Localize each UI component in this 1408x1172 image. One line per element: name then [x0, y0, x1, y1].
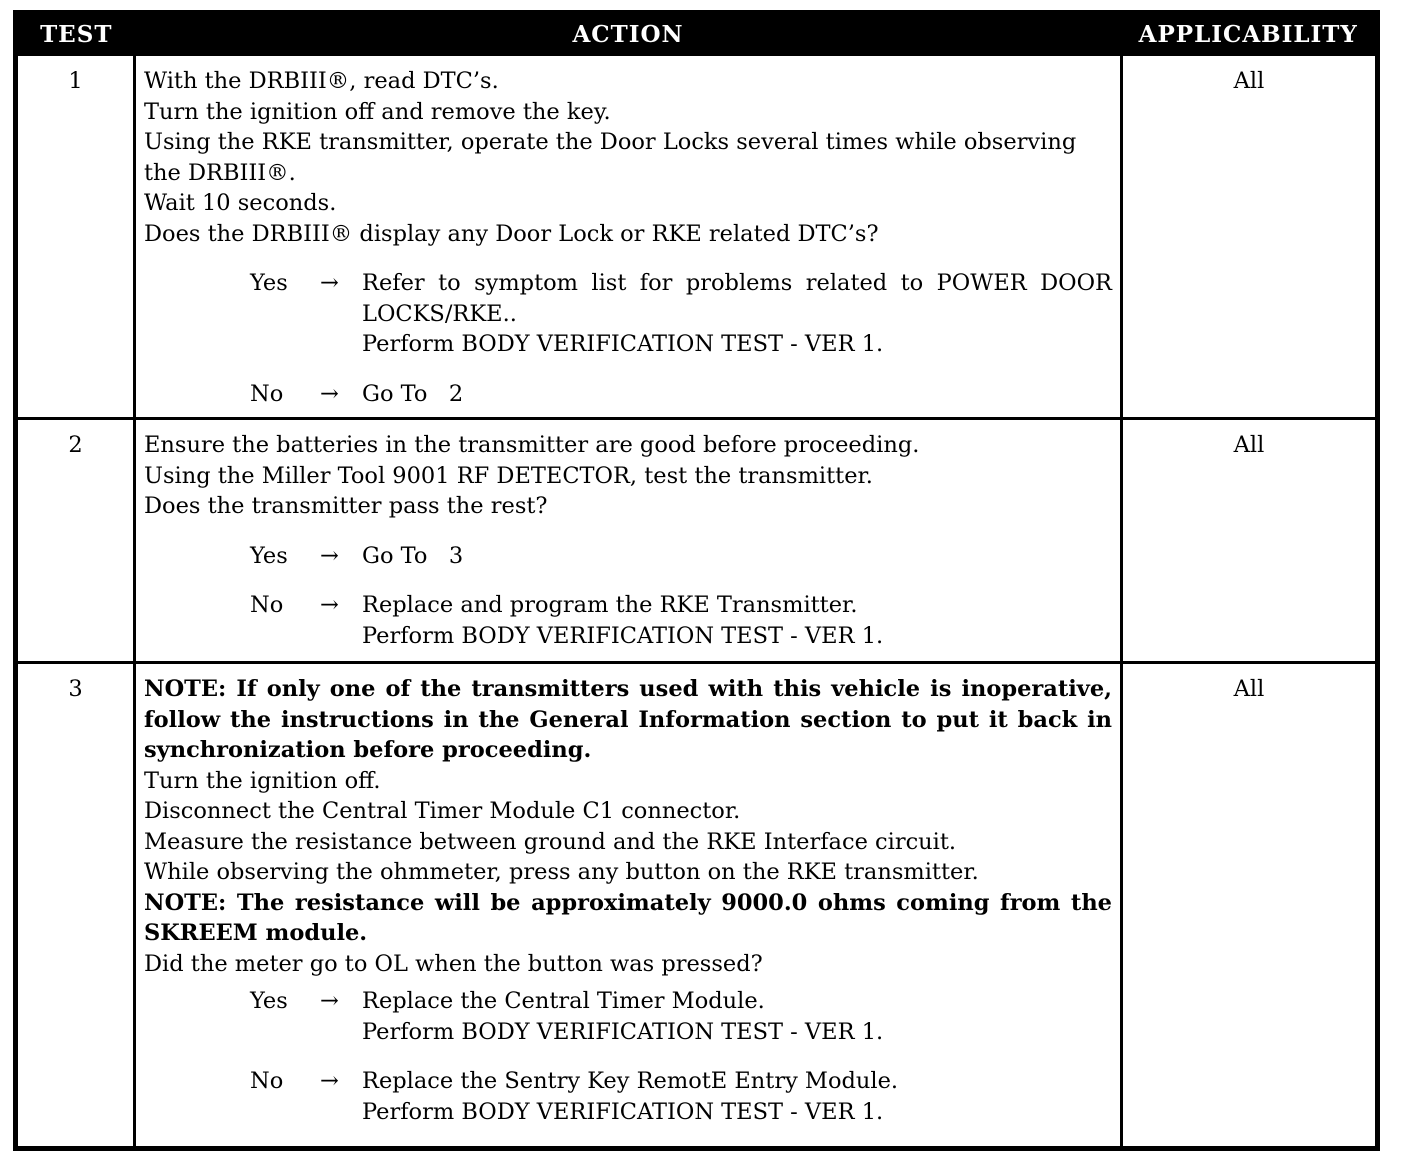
action-line: Did the meter go to OL when the button was pressed?: [144, 950, 763, 977]
no-label: No: [250, 592, 284, 618]
result-line: Replace the Sentry Key RemotE Entry Module.: [362, 1068, 899, 1094]
diagnostic-test-table: [13, 10, 1380, 1151]
result-line: Perform BODY VERIFICATION TEST - VER 1.: [362, 622, 884, 649]
header-action: ACTION: [135, 13, 1122, 55]
right-arrow-icon: →: [320, 380, 339, 407]
action-line: While observing the ohmmeter, press any button on the RKE transmitter.: [144, 859, 979, 885]
result-line: Perform BODY VERIFICATION TEST - VER 1.: [362, 1018, 884, 1045]
test-number: 3: [16, 663, 135, 1149]
test-number: 1: [16, 55, 135, 419]
no-result: [362, 1066, 1112, 1127]
test-row-1: [16, 55, 1378, 419]
test-row-3: [16, 663, 1378, 1149]
right-arrow-icon: →: [320, 988, 339, 1014]
result-line: Go To 3: [362, 542, 464, 569]
yes-branch: [144, 986, 1112, 1047]
yes-branch: [144, 268, 1112, 360]
no-result: [362, 379, 1112, 410]
action-cell: [135, 55, 1122, 419]
result-line: Replace and program the RKE Transmitter.: [362, 592, 858, 618]
no-label: No: [250, 1068, 284, 1094]
applicability-cell: All: [1122, 55, 1378, 419]
result-line: Refer to symptom list for problems related to POWER DOOR LOCKS/RKE..: [362, 270, 1112, 327]
action-line: Using the Miller Tool 9001 RF DETECTOR, test the transmitter.: [144, 462, 873, 489]
header-row: [16, 13, 1378, 55]
yes-label: Yes: [250, 988, 288, 1014]
yes-label: Yes: [250, 542, 288, 569]
yes-result: [362, 268, 1112, 360]
action-line: Measure the resistance between ground and the RKE Interface circuit.: [144, 828, 957, 855]
no-label: No: [250, 380, 284, 407]
no-branch: [144, 379, 1112, 410]
no-branch: [144, 590, 1112, 651]
action-line: Turn the ignition off and remove the key.: [144, 98, 611, 125]
yes-branch: [144, 541, 1112, 572]
no-branch: [144, 1066, 1112, 1127]
right-arrow-icon: →: [320, 592, 339, 618]
yes-label: Yes: [250, 270, 288, 296]
right-arrow-icon: →: [320, 542, 339, 569]
header-test: TEST: [16, 13, 135, 55]
action-line: Does the DRBIII® display any Door Lock or RKE related DTC’s?: [144, 220, 879, 247]
note-text: NOTE: The resistance will be approximately 9000.0 ohms coming from the SKREEM module.: [144, 889, 1112, 946]
header-applicability: APPLICABILITY: [1122, 13, 1378, 55]
action-cell: [135, 419, 1122, 663]
result-line: Replace the Central Timer Module.: [362, 988, 765, 1014]
action-cell: [135, 663, 1122, 1149]
action-line: With the DRBIII®, read DTC’s.: [144, 68, 499, 94]
test-number: 2: [16, 419, 135, 663]
action-line: Wait 10 seconds.: [144, 190, 337, 216]
yes-result: [362, 541, 1112, 572]
test-row-2: [16, 419, 1378, 663]
yes-result: [362, 986, 1112, 1047]
note-text: NOTE: If only one of the transmitters used with this vehicle is inoperative, follow the instructions in the General Information section to put it back in synchronization before proceeding.: [144, 676, 1112, 763]
right-arrow-icon: →: [320, 1068, 339, 1094]
applicability-cell: All: [1122, 419, 1378, 663]
result-line: Perform BODY VERIFICATION TEST - VER 1.: [362, 331, 884, 357]
action-line: Ensure the batteries in the transmitter are good before proceeding.: [144, 432, 920, 458]
applicability-cell: All: [1122, 663, 1378, 1149]
result-line: Perform BODY VERIFICATION TEST - VER 1.: [362, 1098, 884, 1125]
right-arrow-icon: →: [320, 270, 339, 296]
no-result: [362, 590, 1112, 651]
action-line: Does the transmitter pass the rest?: [144, 493, 548, 519]
action-line: Using the RKE transmitter, operate the Door Locks several times while observing the DRBIII®.: [144, 129, 1077, 186]
result-line: Go To 2: [362, 380, 464, 407]
action-line: Turn the ignition off.: [144, 767, 381, 794]
action-line: Disconnect the Central Timer Module C1 connector.: [144, 798, 741, 824]
